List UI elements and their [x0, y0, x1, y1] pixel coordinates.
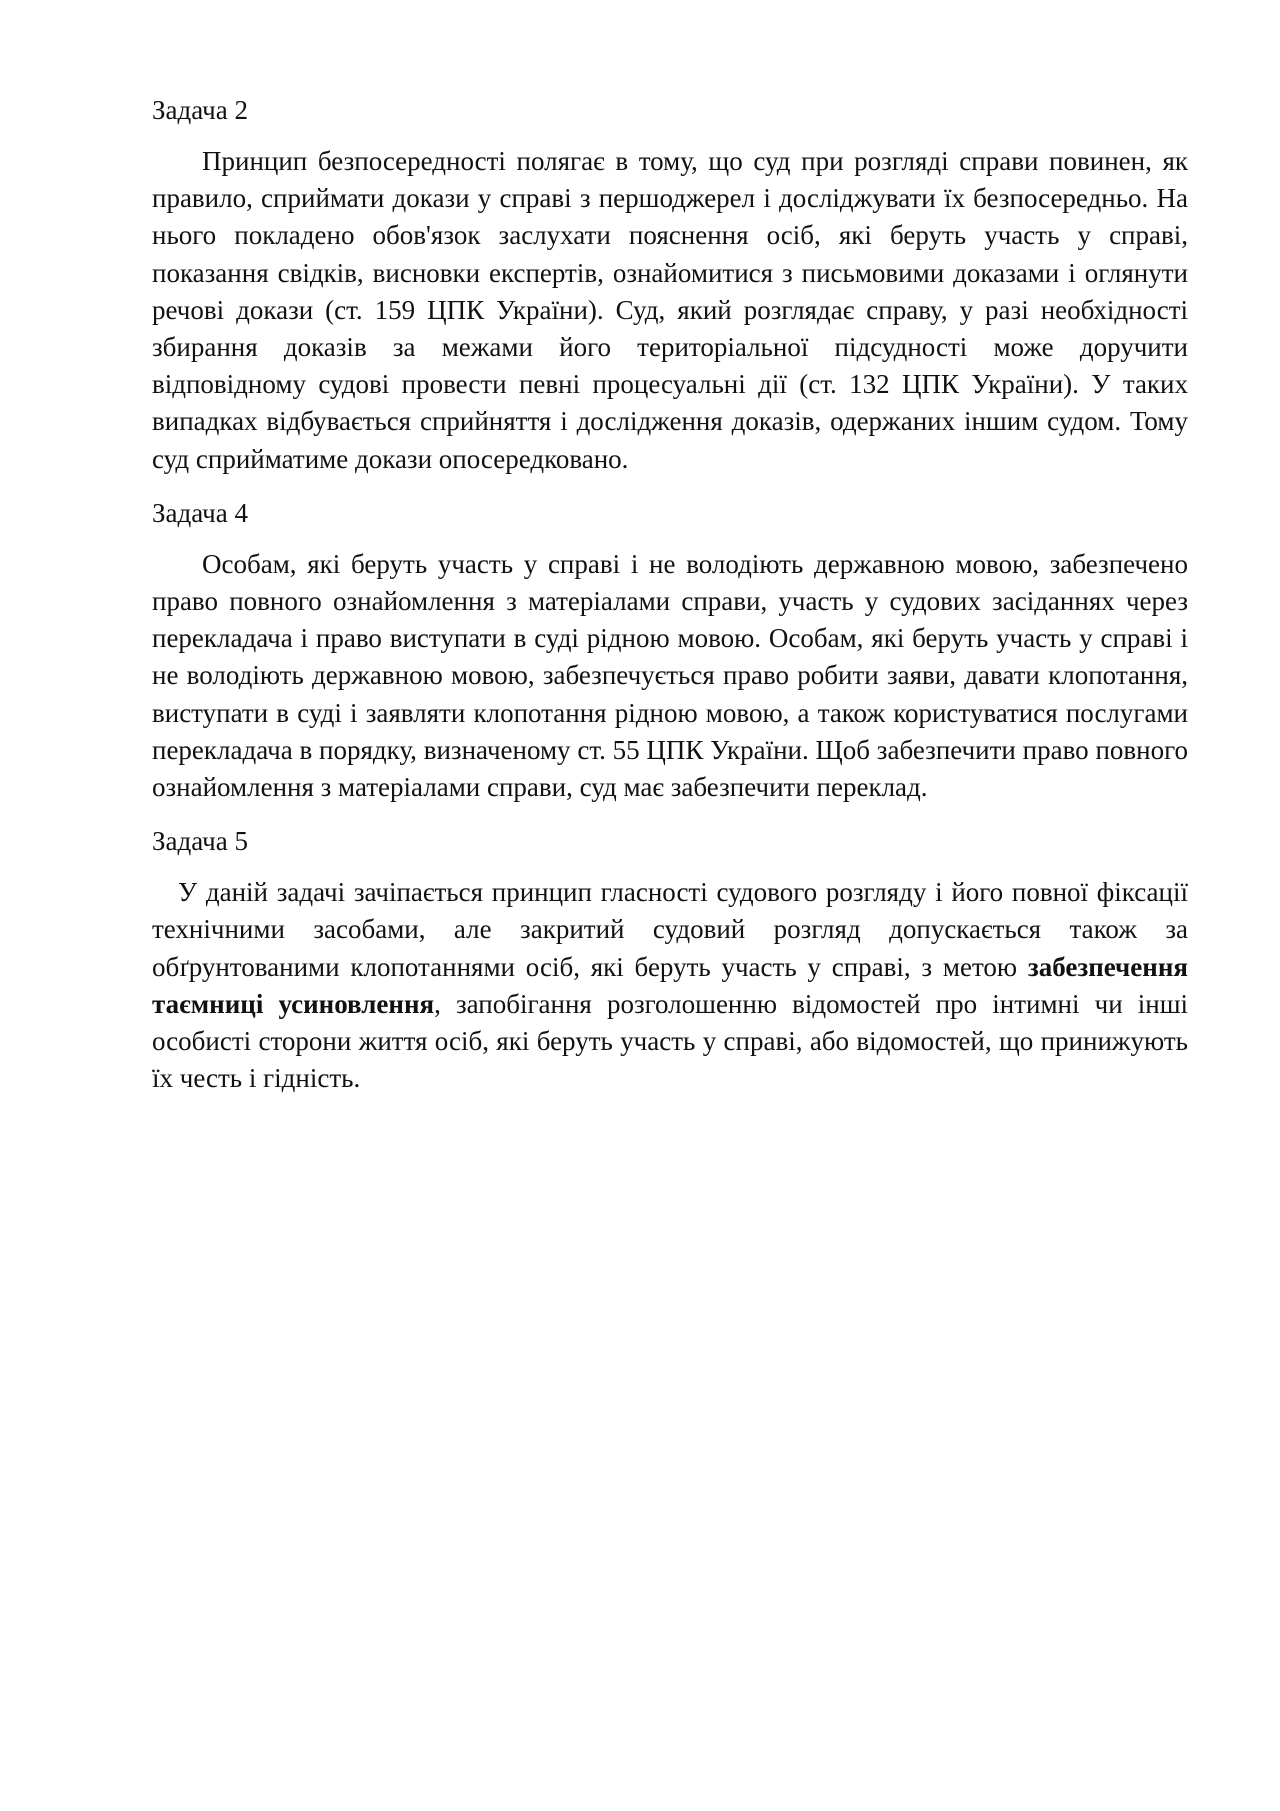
bold-emphasis-text: забезпечення таємниці усиновлення [152, 951, 1188, 1019]
document-body [152, 92, 1188, 1114]
paragraph-text-before-bold: У даній задачі зачіпається принцип гласності судового розгляду і його повної фіксації технічними засобами, але закритий судовий розгляд допускається також за обґрунтованими клопотаннями осіб, які беруть участь у справі, з метою [152, 877, 1188, 982]
section-heading-task-5: Задача 5 [152, 826, 248, 857]
section-paragraph-task-5 [152, 874, 1188, 1097]
section-heading-task-2: Задача 2 [152, 95, 248, 125]
section-paragraph-task-4: Особам, які беруть участь у справі і не володіють державною мовою, забезпечено право повного ознайомлення з матеріалами справи, участь у судових засіданнях через перекладача і право виступати в суді рідною мовою. Особам, які беруть участь у справі і не володіють державною мовою, забезпечується право робити заяви, давати клопотання, виступати в суді і заявляти клопотання рідною мовою, а також користуватися послугами перекладача в порядку, визначеному ст. 55 ЦПК України. Щоб забезпечити право повного ознайомлення з матеріалами справи, суд має забезпечити переклад. [152, 548, 1188, 803]
section-heading-task-4: Задача 4 [152, 497, 248, 528]
section-paragraph-task-2: Принцип безпосередності полягає в тому, що суд при розгляді справи повинен, як правило, сприймати докази у справі з першоджерел і досліджувати їх безпосередньо. На нього покладено обов'язок заслухати пояснення осіб, які беруть участь у справі, показання свідків, висновки експертів, ознайомитися з письмовими доказами і оглянути речові докази (ст. 159 ЦПК України). Суд, який розглядає справу, у разі необхідності збирання доказів за межами його територіальної підсудності може доручити відповідному судові провести певні процесуальні дії (ст. 132 ЦПК України). У таких випадках відбувається сприйняття і дослідження доказів, одержаних іншим судом. Тому суд сприйматиме докази опосередковано. [152, 146, 1188, 474]
paragraph-text-after-bold: , запобігання розголошенню відомостей про інтимні чи інші особисті сторони життя осіб, які беруть участь у справі, або відомостей, що принижують їх честь і гідність. [152, 988, 1188, 1094]
